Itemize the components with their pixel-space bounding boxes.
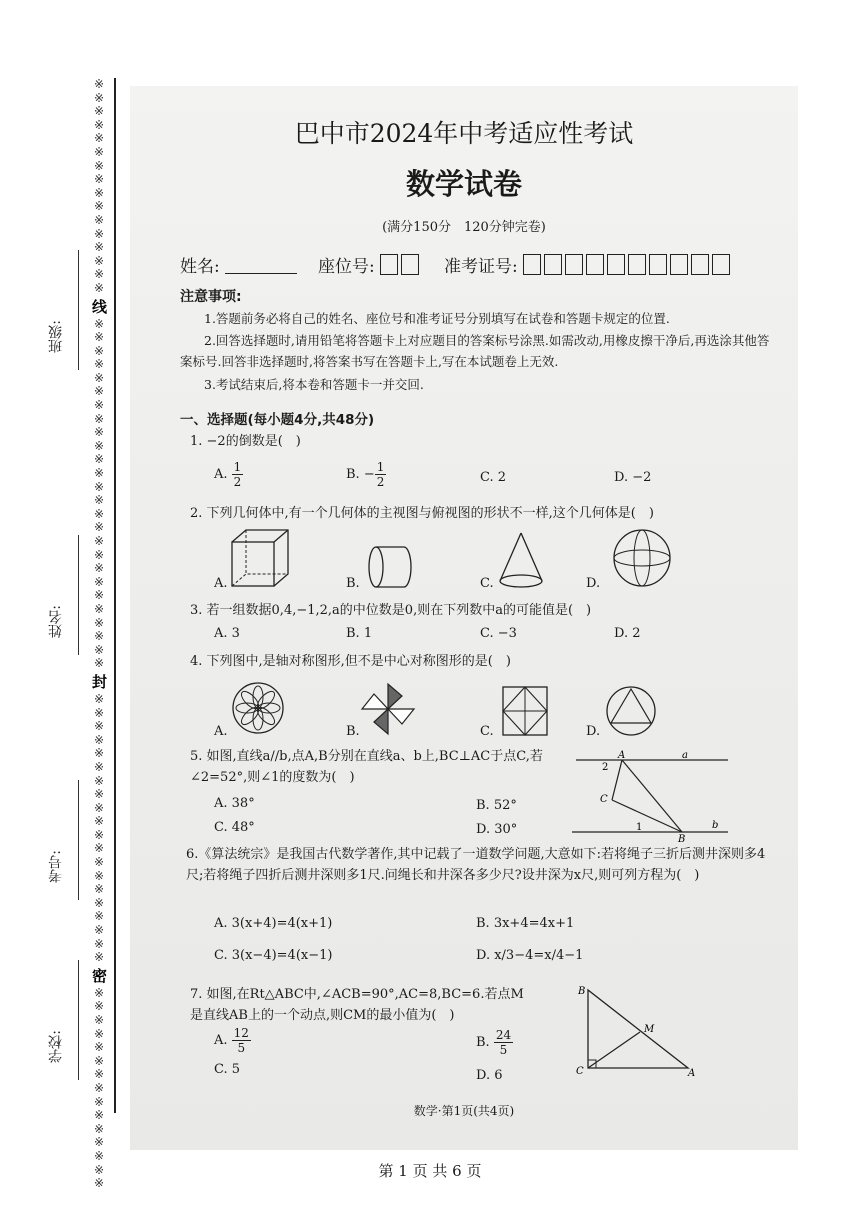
numerator: 1 [376,460,385,474]
class-underline [78,250,79,370]
fig-label-B: B [578,986,586,997]
q5-option-c: C. 48° [214,820,255,835]
q4-option-c: C. [480,724,494,739]
fig-label-C: C [600,794,608,805]
binding-rule [114,78,116,1113]
q3-option-a: A. 3 [214,626,240,641]
exam-subject: 数学试卷 [405,167,522,201]
sphere-figure [612,526,672,590]
denominator: 2 [233,475,242,489]
q5-option-d: D. 30° [476,822,518,837]
q6-option-c: C. 3(x−4)=4(x−1) [214,948,333,963]
fig-label-b: b [712,820,719,831]
seat-box[interactable] [401,254,419,275]
seat-box[interactable] [380,254,398,275]
cylinder-figure [366,541,414,593]
stars-segment: ※※※※※※※※※※※※※※※※ [93,77,105,295]
q3-option-b: B. 1 [346,626,373,641]
q4-option-b: B. [346,724,360,739]
exam-number-box[interactable] [670,254,688,275]
exam-number-label: 准考证号: [444,257,518,277]
numerator: 12 [233,1026,249,1040]
q7-option-a [214,1026,251,1055]
cube-figure [226,526,296,590]
seal-line-mark: 线 [92,297,108,316]
fig-label-B: B [678,834,686,845]
denominator: 5 [499,1043,508,1057]
school-underline [78,960,79,1080]
question-4: 4. 下列图中,是轴对称图形,但不是中心对称图形的是( ) [190,654,511,669]
school-label: 学校: [48,1030,64,1063]
binding-margin [0,0,125,1216]
note-item: 1.答题前务必将自己的姓名、座位号和准考证号分别填写在试卷和答题卡规定的位置. [204,311,670,326]
q4-option-a: A. [214,724,228,739]
exam-number-field[interactable] [20,780,90,900]
exam-number-box[interactable] [607,254,625,275]
fraction [494,1028,513,1057]
q3-option-c: C. −3 [480,626,517,641]
note-item: 3.考试结束后,将本卷和答题卡一并交回. [204,377,424,392]
question-3: 3. 若一组数据0,4,−1,2,a的中位数是0,则在下列数中a的可能值是( ) [190,603,592,618]
name-blank[interactable] [225,259,297,274]
question-5: 5. 如图,直线a//b,点A,B分别在直线a、b上,BC⊥AC于点C,若∠2=52°,则∠1的度数为( ) [190,749,543,785]
question-6: 6.《算法统宗》是我国古代数学著作,其中记载了一道数学问题,大意如下:若将绳子三折后测井深则多4尺;若将绳子四折后测井深则多1尺.问绳长和井深各多少尺?设井深为x尺,则可列方程为( ) [186,847,766,883]
exam-number-box[interactable] [523,254,541,275]
fraction [232,460,244,489]
q1-option-c: C. 2 [480,470,507,485]
exam-number-label: 考号: [48,850,64,883]
exam-number-box[interactable] [712,254,730,275]
q6-option-d: D. x/3−4=x/4−1 [476,948,584,963]
seal-mi-mark: 密 [92,966,108,985]
exam-title: 巴中市2024年中考适应性考试 [294,119,634,148]
q6-option-a: A. 3(x+4)=4(x+1) [214,916,333,931]
notes-heading: 注意事项: [180,289,242,305]
note-item: 2.回答选择题时,请用铅笔将答题卡上对应题目的答案标号涂黑.如需改动,用橡皮擦干净后,再选涂其他答案标号.回答非选择题时,将答案书写在答题卡上,写在本试题卷上无效. [180,333,770,369]
seal-feng-mark: 封 [92,672,108,691]
fig-label-1: 1 [636,822,643,833]
exam-number-row [444,252,733,277]
exam-number-box[interactable] [586,254,604,275]
fig-label-A: A [618,750,626,761]
fig-label-2: 2 [602,762,609,773]
section-heading [180,408,374,428]
option-label: B. − [346,467,375,482]
numerator: 1 [233,460,242,474]
circle-triangle-figure [604,684,658,738]
inner-page-footer: 数学·第1页(共4页) [413,1104,515,1118]
square-diamond-figure [500,684,550,738]
q1-option-a [214,460,243,489]
numerator: 24 [495,1028,512,1042]
q5-option-b: B. 52° [476,798,517,813]
fig-label-C: C [576,1066,584,1077]
exam-number-box[interactable] [544,254,562,275]
q1-option-d: D. −2 [614,470,652,485]
parallel-lines-figure [572,750,732,844]
name-label: 姓名: [180,257,220,277]
name-label: 姓名: [48,605,64,638]
exam-photo [130,86,798,1150]
q7-option-c: C. 5 [214,1062,241,1077]
seat-row [318,252,422,277]
section-label: 一、选择题(每小题4分,共48分) [180,412,375,428]
question-2: 2. 下列几何体中,有一个几何体的主视图与俯视图的形状不一样,这个几何体是( ) [190,506,654,521]
q5-option-a: A. 38° [214,796,255,811]
pinwheel-figure [358,680,418,738]
q3-option-d: D. 2 [614,626,641,641]
q1-option-b [346,460,386,489]
page-footer: 第 1 页 共 6 页 [378,1162,482,1180]
flower-figure [230,680,286,736]
denominator: 5 [237,1041,246,1055]
name-row [180,252,297,277]
stars-segment: ※※※※※※※※※※※※※※※ [93,985,105,1191]
fraction [375,460,387,489]
q2-option-a: A. [214,576,228,591]
fig-label-A: A [688,1068,696,1079]
q7-option-d: D. 6 [476,1068,503,1083]
question-1: 1. −2的倒数是( ) [190,434,301,449]
name-field[interactable] [20,535,90,655]
option-label: B. [476,1035,490,1050]
school-field[interactable] [20,960,90,1080]
exam-score-note: (满分150分 120分钟完卷) [382,220,546,235]
name-underline [78,535,79,655]
q2-option-d: D. [586,576,601,591]
fig-label-a: a [682,750,688,761]
class-label: 班级: [48,320,64,353]
question-7: 7. 如图,在Rt△ABC中,∠ACB=90°,AC=8,BC=6.若点M是直线AB上的一个动点,则CM的最小值为( ) [190,987,524,1023]
exam-number-box[interactable] [649,254,667,275]
stars-segment: ※※※※※※※※※※※※※※※※※※※※※※※※※※ [93,316,105,671]
cone-figure [496,531,546,593]
q6-option-b: B. 3x+4=4x+1 [476,916,575,931]
q7-option-b [476,1028,513,1057]
option-label: A. [214,1033,228,1048]
fig-label-M: M [644,1024,655,1035]
q2-option-c: C. [480,576,494,591]
right-triangle-figure [568,982,698,1082]
exam-number-underline [78,780,79,900]
exam-number-box[interactable] [565,254,583,275]
class-field[interactable] [20,250,90,370]
denominator: 2 [376,475,385,489]
q2-option-b: B. [346,576,360,591]
seat-label: 座位号: [318,257,375,277]
exam-number-box[interactable] [628,254,646,275]
stars-segment: ※※※※※※※※※※※※※※※※※※※※ [93,691,105,965]
q4-option-d: D. [586,724,601,739]
seal-stars [92,77,108,1191]
exam-number-box[interactable] [691,254,709,275]
option-label: A. [214,467,228,482]
fraction [232,1026,251,1055]
